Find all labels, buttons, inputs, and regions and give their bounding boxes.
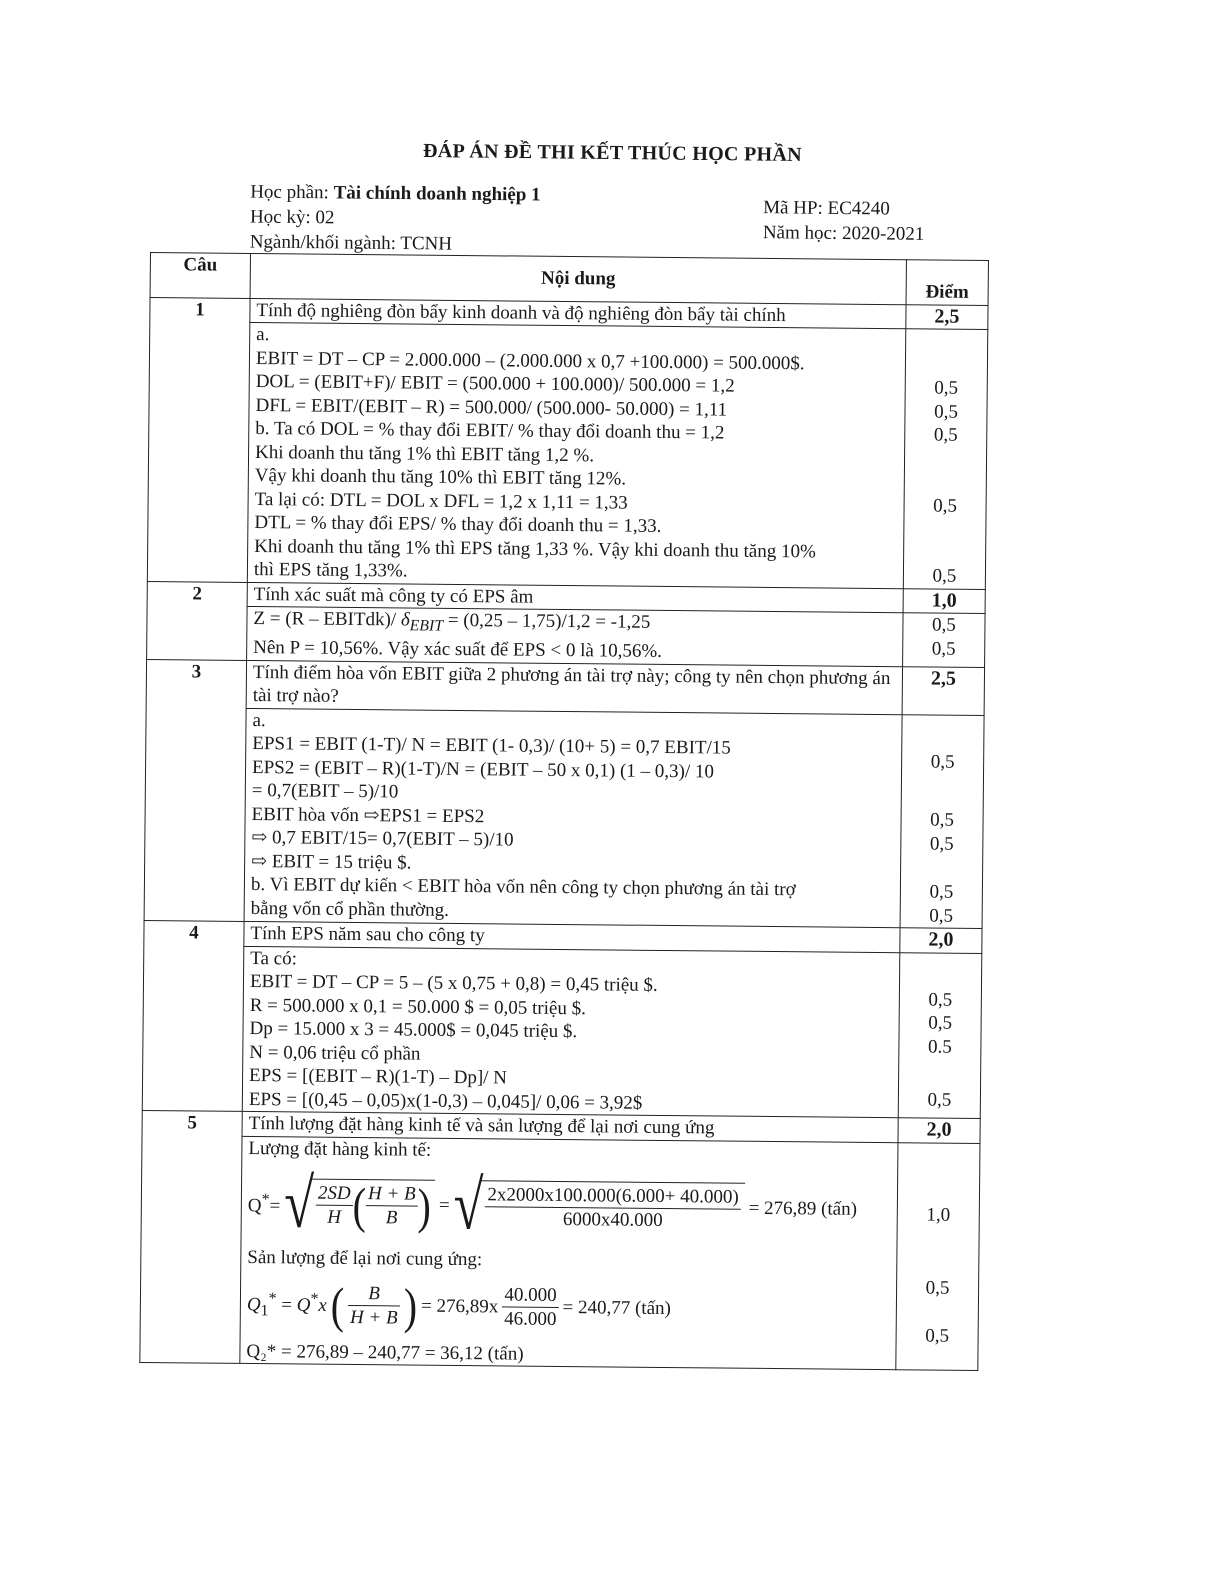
fraction-numerator: 40.000 bbox=[502, 1283, 558, 1308]
question-heading: Tính lượng đặt hàng kinh tế và sản lượng để lại nơi cung ứng bbox=[242, 1112, 898, 1143]
q1-mid: = 276,89x bbox=[420, 1295, 499, 1318]
answer-line: EPS1 = EBIT (1-T)/ N = EBIT (1- 0,3)/ (10+ 5) = 0,7 EBIT/15 bbox=[252, 733, 731, 759]
question-heading: Tính xác suất mà công ty có EPS âm bbox=[247, 582, 903, 613]
score: 0,5 bbox=[933, 495, 958, 517]
score: 0,5 bbox=[931, 638, 956, 660]
fraction-numerator: H + B bbox=[367, 1182, 416, 1205]
question-heading: Tính điểm hòa vốn EBIT giữa 2 phương án tài trợ này; công ty nên chọn phương án tài trợ nào? bbox=[246, 660, 902, 714]
score: 0,5 bbox=[925, 1277, 950, 1300]
answer-line: EPS = [(0,45 – 0,05)x(1-0,3) – 0,045]/ 0,06 = 3,92$ bbox=[248, 1088, 643, 1114]
score: 0,5 bbox=[928, 1012, 953, 1035]
fraction-denominator: H + B bbox=[349, 1307, 398, 1329]
answer-line: Ta lại có: DTL = DOL x DFL = 1,2 x 1,11 = 1,33 bbox=[254, 488, 628, 514]
answer-line: b. Ta có DOL = % thay đổi EBIT/ % thay đổi doanh thu = 1,2 bbox=[255, 418, 725, 444]
answer-row-5 bbox=[140, 1135, 980, 1371]
score-cell bbox=[900, 715, 984, 929]
answer-table-wrap bbox=[139, 252, 988, 1371]
answer-line: Ta có: bbox=[250, 947, 298, 970]
question-total-score: 2,0 bbox=[898, 1118, 980, 1143]
answer-line: EPS = [(EBIT – R)(1-T) – Dp]/ N bbox=[248, 1065, 508, 1089]
sigma-subscript: EBIT bbox=[409, 617, 444, 635]
score: 0,5 bbox=[931, 614, 956, 636]
score-cell bbox=[898, 953, 982, 1119]
answer-line: b. Vì EBIT dự kiến < EBIT hòa vốn nên công ty chọn phương án tài trợ bbox=[250, 874, 796, 901]
score: 1,0 bbox=[926, 1204, 951, 1226]
page-title: ĐÁP ÁN ĐỀ THI KẾT THÚC HỌC PHẦN bbox=[422, 140, 803, 166]
z-formula-start: Z = (R – EBITdk)/ bbox=[253, 608, 401, 631]
q1-result: = 240,77 (tấn) bbox=[562, 1297, 671, 1320]
question-number: 3 bbox=[144, 659, 247, 921]
score-cell bbox=[896, 1143, 980, 1371]
course-code: Mã HP: EC4240 bbox=[763, 197, 890, 220]
answer-content bbox=[247, 322, 905, 588]
sqrt-general: √ $\frac{2SD}{H}$ ( $\frac{H + B}{B}$ ) bbox=[284, 1177, 435, 1232]
fraction-b-hb bbox=[348, 1282, 400, 1330]
answer-line: Khi doanh thu tăng 1% thì EPS tăng 1,33 %. Vậy khi doanh thu tăng 10% bbox=[254, 535, 816, 562]
score: 0,5 bbox=[929, 881, 954, 904]
score: 0,5 bbox=[933, 424, 958, 446]
col-content: Nội dung bbox=[250, 253, 906, 304]
major: Ngành/khối ngành: TCNH bbox=[249, 231, 453, 255]
answer-line: EPS2 = (EBIT – R)(1-T)/N = (EBIT – 50 x 0,1) (1 – 0,3)/ 10 bbox=[251, 756, 715, 783]
answer-line: Nên P = 10,56%. Vậy xác suất để EPS < 0 là 10,56%. bbox=[253, 637, 663, 663]
eoq-formula: Q*= √ $\frac{2SD}{H}$ ( $\frac{H + B}{B}$ ) = √ $\frac{2x2000x100.000(6.000+ 40.000)}{6000x40.000}$ = 276,89 (tấn) bbox=[247, 1164, 858, 1245]
answer-line: R = 500.000 x 0,1 = 50.000 $ = 0,05 triệu $. bbox=[249, 994, 586, 1020]
answer-content bbox=[247, 606, 903, 666]
answer-line: a. bbox=[252, 709, 266, 731]
question-heading: Tính EPS năm sau cho công ty bbox=[244, 922, 900, 953]
answer-row-2 bbox=[147, 605, 985, 667]
col-score: Điểm bbox=[906, 260, 988, 305]
q2-line: Q₂* = 276,89 – 240,77 = 36,12 (tấn) bbox=[246, 1340, 524, 1365]
score: 0,5 bbox=[930, 751, 955, 773]
question-total-score: 1,0 bbox=[903, 588, 985, 613]
table-header-row bbox=[150, 253, 988, 306]
answer-line: EBIT hòa vốn ⇨EPS1 = EPS2 bbox=[251, 803, 485, 828]
answer-line: thì EPS tăng 1,33%. bbox=[253, 559, 408, 582]
answer-line: EBIT = DT – CP = 5 – (5 x 0,75 + 0,8) = 0,45 triệu $. bbox=[249, 971, 658, 997]
answer-content bbox=[244, 708, 902, 928]
answer-line: DTL = % thay đổi EPS/ % thay đổi doanh thu = 1,33. bbox=[254, 512, 662, 537]
fraction-denominator: 46.000 bbox=[504, 1308, 557, 1331]
course-name: Tài chính doanh nghiệp 1 bbox=[333, 182, 541, 206]
q1-formula: $Q_1^* = Q^*x$ ( $\frac{B}{H + B}$ ) = 276,89x $\frac{40.000}{46.000}$ = 240,77 (tấn) bbox=[246, 1276, 671, 1334]
fraction-numerator: 2x2000x100.000(6.000+ 40.000) bbox=[485, 1183, 741, 1210]
eoq-q: Q bbox=[247, 1195, 262, 1217]
fraction-hb-b bbox=[366, 1182, 418, 1230]
sqrt-numeric: √ $\frac{2x2000x100.000(6.000+ 40.000)}{6000x40.000}$ bbox=[453, 1178, 745, 1235]
score: 0,5 bbox=[932, 565, 957, 587]
fraction-2sd-h bbox=[316, 1181, 353, 1229]
answer-content bbox=[242, 946, 900, 1118]
eoq-lhs: Q*= bbox=[247, 1191, 281, 1217]
answer-line: bằng vốn cổ phần thường. bbox=[250, 897, 449, 921]
answer-line: Khi doanh thu tăng 1% thì EBIT tăng 1,2 %. bbox=[254, 441, 595, 466]
question-total-score: 2,5 bbox=[906, 304, 988, 329]
answer-line: DOL = (EBIT+F)/ EBIT = (500.000 + 100.000)/ 500.000 = 1,2 bbox=[255, 371, 735, 397]
fraction-numerator: B bbox=[368, 1282, 380, 1305]
answer-line: EBIT = DT – CP = 2.000.000 – (2.000.000 x 0,7 +100.000) = 500.000$. bbox=[255, 347, 805, 374]
question-total-score: 2,5 bbox=[902, 667, 984, 716]
semester: Học kỳ: 02 bbox=[249, 206, 335, 229]
question-row-3 bbox=[146, 659, 984, 715]
fraction-numeric bbox=[485, 1183, 741, 1233]
answer-line: ⇨ EBIT = 15 triệu $. bbox=[251, 850, 412, 874]
q1-lhs: $Q_1^* = Q^*x$ bbox=[246, 1290, 327, 1320]
answer-line: a. bbox=[256, 324, 270, 346]
course-code-info bbox=[763, 195, 925, 247]
question-total-score: 2,0 bbox=[900, 928, 982, 953]
fraction-numeric-2 bbox=[502, 1283, 559, 1332]
score-cell bbox=[903, 329, 987, 589]
supply-label: Sản lượng để lại nơi cung ứng: bbox=[247, 1247, 483, 1271]
answer-row-1 bbox=[147, 322, 987, 590]
answer-line: Vậy khi doanh thu tăng 10% thì EBIT tăng 12%. bbox=[254, 465, 627, 490]
q1-q: Q bbox=[246, 1294, 261, 1316]
answer-line: DFL = EBIT/(EBIT – R) = 500.000/ (500.000- 50.000) = 1,11 bbox=[255, 394, 728, 421]
score-cell bbox=[903, 613, 986, 668]
answer-row-4 bbox=[142, 945, 982, 1119]
fraction-denominator: H bbox=[327, 1207, 342, 1229]
answer-line: ⇨ 0,7 EBIT/15= 0,7(EBIT – 5)/10 bbox=[251, 827, 514, 851]
answer-row-3 bbox=[144, 707, 984, 929]
course-line bbox=[250, 179, 541, 207]
question-heading: Tính độ nghiêng đòn bẩy kinh doanh và độ nghiêng đòn bẩy tài chính bbox=[250, 298, 906, 329]
academic-year: Năm học: 2020-2021 bbox=[762, 222, 925, 245]
answer-line: Dp = 15.000 x 3 = 45.000$ = 0,045 triệu $. bbox=[249, 1018, 578, 1043]
score: 0.5 bbox=[927, 1036, 952, 1058]
score: 0,5 bbox=[929, 833, 954, 855]
sigma-symbol: δ bbox=[400, 609, 410, 631]
score: 0,5 bbox=[929, 905, 954, 927]
question-number: 1 bbox=[147, 297, 250, 582]
course-label: Học phần: bbox=[250, 181, 334, 204]
score: 0,5 bbox=[928, 989, 953, 1011]
question-number: 2 bbox=[147, 581, 248, 660]
answer-table bbox=[139, 252, 989, 1371]
score: 0,5 bbox=[927, 1089, 952, 1112]
score: 0,5 bbox=[930, 809, 955, 832]
fraction-numerator: 2SD bbox=[317, 1182, 351, 1204]
eoq-label: Lượng đặt hàng kinh tế: bbox=[248, 1137, 432, 1161]
answer-line: N = 0,06 triệu cổ phần bbox=[249, 1041, 421, 1065]
question-number: 5 bbox=[140, 1111, 242, 1364]
course-info bbox=[250, 179, 541, 257]
answer-content bbox=[240, 1136, 898, 1370]
z-formula-end: = (0,25 – 1,75)/1,2 = -1,25 bbox=[443, 609, 651, 633]
answer-line: = 0,7(EBIT – 5)/10 bbox=[251, 780, 399, 803]
eoq-result: = 276,89 (tấn) bbox=[748, 1197, 858, 1220]
score: 0,5 bbox=[934, 401, 958, 423]
question-number: 4 bbox=[142, 921, 244, 1112]
score: 0,5 bbox=[925, 1325, 950, 1347]
fraction-denominator: B bbox=[385, 1207, 398, 1229]
score: 0,5 bbox=[934, 377, 959, 399]
fraction-denominator: 6000x40.000 bbox=[562, 1209, 663, 1232]
col-question: Câu bbox=[150, 253, 250, 298]
